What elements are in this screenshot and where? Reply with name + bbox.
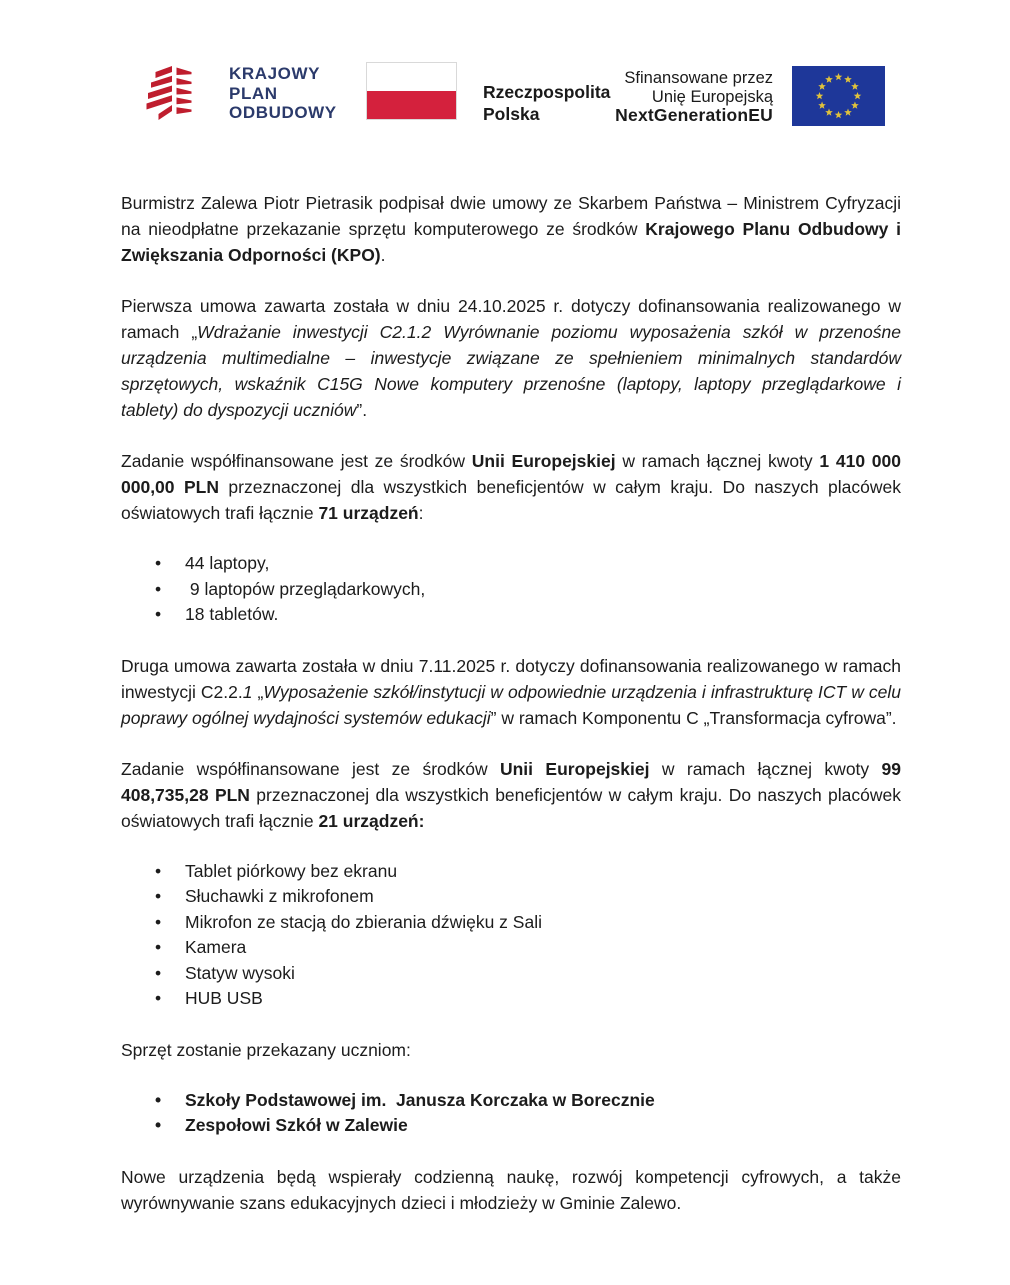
poland-flag-white-stripe <box>367 63 456 91</box>
paragraph-closing: Nowe urządzenia będą wspierały codzienną naukę, rozwój kompetencji cyfrowych, a także wyrównywanie szans edukacyjnych dzieci i młodzieży w Gminie Zalewo. <box>121 1166 901 1213</box>
kpo-logo-text <box>229 64 337 123</box>
poland-flag-icon <box>366 62 457 120</box>
kpo-line-1: KRAJOWY <box>229 64 321 83</box>
school-list <box>121 1088 901 1139</box>
list-item: • Kamera <box>185 935 901 961</box>
list-item: • Mikrofon ze stacją do zbierania dźwięku z Sali <box>185 910 901 936</box>
list-item: • 9 laptopów przeglądarkowych, <box>185 577 901 603</box>
device-list-2 <box>121 859 901 1012</box>
header-logos <box>0 0 1010 160</box>
paragraph-funding-1: Zadanie współfinansowane jest ze środków Unii Europejskiej w ramach łącznej kwoty 1 410 000 000,00 PLN przeznaczonej dla wszystkich beneficjentów w całym kraju. Do naszych placówek oświatowych trafi łącznie 71 urządzeń: <box>121 451 901 523</box>
list-item: • Zespołowi Szkół w Zalewie <box>185 1113 901 1139</box>
kpo-building-icon <box>145 60 193 126</box>
eu-funding-text <box>540 69 773 125</box>
device-list-1 <box>121 551 901 628</box>
list-item: • Tablet piórkowy bez ekranu <box>185 859 901 885</box>
document-body <box>121 190 901 1216</box>
eu-line-3: NextGenerationEU <box>615 105 773 125</box>
list-item: • HUB USB <box>185 986 901 1012</box>
eu-line-1: Sfinansowane przez <box>624 69 773 87</box>
poland-flag-red-stripe <box>367 91 456 119</box>
paragraph-intro: Burmistrz Zalewa Piotr Pietrasik podpisał dwie umowy ze Skarbem Państwa – Ministrem Cyfryzacji na nieodpłatne przekazanie sprzętu komputerowego ze środków Krajowego Planu Odbudowy i Zwiększania Odporności (KPO). <box>121 193 901 265</box>
list-item: • 44 laptopy, <box>185 551 901 577</box>
kpo-line-2: PLAN <box>229 83 278 103</box>
eu-flag-icon <box>792 66 885 126</box>
list-item: • Słuchawki z mikrofonem <box>185 884 901 910</box>
eu-funding-logo <box>540 66 885 126</box>
poland-line-1: Rzeczpospolita <box>483 82 611 102</box>
list-item: • Szkoły Podstawowej im. Janusza Korczaka w Borecznie <box>185 1088 901 1114</box>
list-item: • Statyw wysoki <box>185 961 901 987</box>
list-item: • 18 tabletów. <box>185 602 901 628</box>
paragraph-funding-2: Zadanie współfinansowane jest ze środków Unii Europejskiej w ramach łącznej kwoty 99 408,735,28 PLN przeznaczonej dla wszystkich beneficjentów w całym kraju. Do naszych placówek oświatowych trafi łącznie 21 urządzeń: <box>121 758 901 831</box>
poland-line-2: Polska <box>483 103 540 124</box>
eu-flag-stars <box>792 66 885 126</box>
eu-line-2: Unię Europejską <box>651 87 773 106</box>
kpo-logo <box>145 60 337 126</box>
kpo-line-3: ODBUDOWY <box>229 103 337 122</box>
paragraph-second-agreement: Druga umowa zawarta została w dniu 7.11.2025 r. dotyczy dofinansowania realizowanego w ramach inwestycji C2.2.1 „Wyposażenie szkół/instytucji w odpowiednie urządzenia i infrastrukturę ICT w celu poprawy ogólnej wydajności systemów edukacji” w ramach Komponentu C „Transformacja cyfrowa”. <box>121 655 901 728</box>
paragraph-handover: Sprzęt zostanie przekazany uczniom: <box>121 1039 411 1060</box>
paragraph-first-agreement: Pierwsza umowa zawarta została w dniu 24.10.2025 r. dotyczy dofinansowania realizowanego w ramach „Wdrażanie inwestycji C2.1.2 Wyrównanie poziomu wyposażenia szkół w przenośne urządzenia multimedialne – inwestycje związane ze spełnieniem minimalnych standardów sprzętowych, wskaźnik C15G Nowe komputery przenośne (laptopy, laptopy przeglądarkowe i tablety) do dyspozycji uczniów”. <box>121 296 901 420</box>
